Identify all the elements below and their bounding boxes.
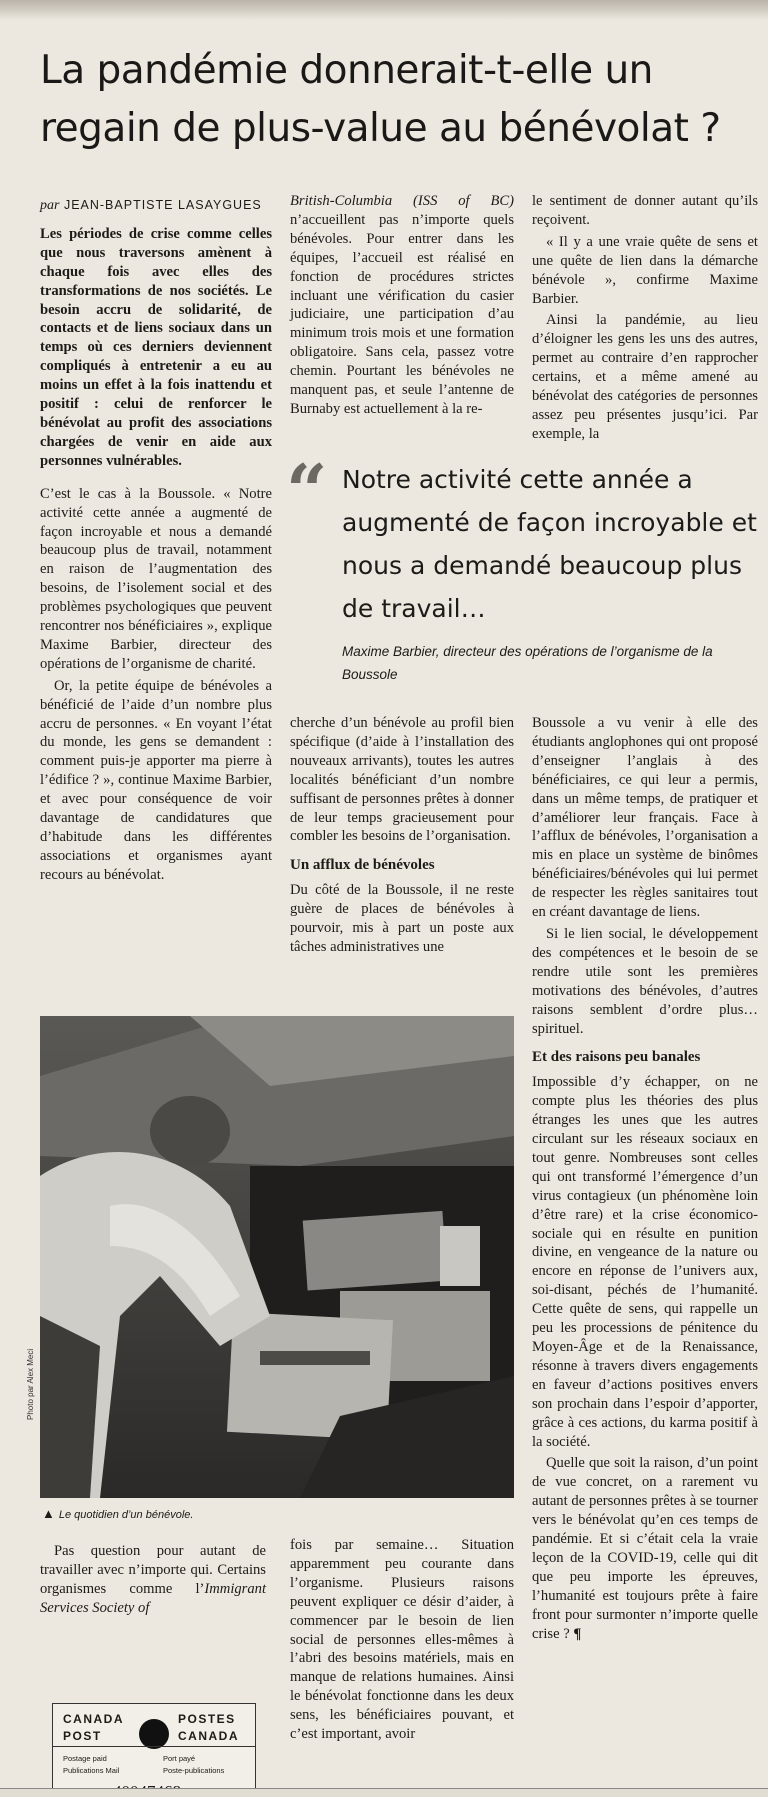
paragraph [40,1542,266,1618]
organisation-name: British-Columbia (ISS of BC) [290,193,514,209]
photo-illustration [40,1016,514,1498]
paragraph: Du côté de la Boussole, il ne reste guère de places de bénévoles à pourvoir, mis à part un poste aux tâches administratives une [290,882,514,955]
byline-prefix: par [40,198,60,213]
quote-attribution: Maxime Barbier, directeur des opérations de l’organisme de la Boussole [342,644,713,682]
triangle-icon: ▲ [42,1506,55,1521]
lede-paragraph: Les périodes de crise comme celles que nous traversons amènent à chaque fois avec elles des transformations de nos sociétés. Le besoin accru de solidarité, de contacts et de liens sociaux dans un temps où ces derniers deviennent compliqués à entretenir a eu au moins un effet à la fois inattendu et positif : celui de renforcer le bénévolat au profit des associations chargées de venir en aide aux personnes vulnérables. [40,225,272,469]
publications-mail-label: Publications Mail [63,1766,120,1775]
postage-canada-left: CANADA [63,1712,124,1726]
paragraph: le sentiment de donner autant qu’ils reçoivent. [532,193,758,228]
paragraph: Or, la petite équipe de bénévoles a bénéficié de l’aide d’un nombre plus accru de personnes. « En voyant l’état du monde, les gens se demandent : comment puis-je apporter ma pierre à l’édifice ? », continue Maxime Barbier, et avec pour conséquence de voir davantage de candidatures que d’habitude dans les différentes associations et organismes ayant recours au bénévolat. [40,677,272,883]
paragraph: C’est le cas à la Boussole. « Notre activité cette année a augmenté de façon incroyable et nous a demandé beaucoup plus de travail, notamment en raison de l’augmentation des besoins, de l’isolement social et des problèmes psychologiques que peuvent rencontrer nos bénéficiaires », explique Maxime Barbier, directeur des opérations de l’organisme de charité. [40,485,272,672]
subheading: Et des raisons peu banales [532,1049,701,1066]
postage-post: POST [63,1729,102,1743]
photo-caption [42,1506,193,1521]
paragraph: « Il y a une vraie quête de sens et une quête de lien dans la démarche bénévole », confirme Maxime Barbier. [532,233,758,307]
paragraph: Ainsi la pandémie, au lieu d’éloigner les gens les uns des autres, permet au contraire d’en rapprocher certains, et a même amené au bénévolat des catégories de personnes assez peu présentes jusqu’ici. Par exemple, la [532,312,758,442]
column-2-middle [290,714,514,960]
headline: La pandémie donnerait-t-elle un regain de plus-value au bénévolat ? [40,48,721,151]
column-3-top [532,192,758,447]
paragraph: cherche d’un bénévole au profil bien spécifique (d’aide à l’installation des nouveaux arrivants), toutes les autres localités bénéficiant d’un nombre suffisant de personnes prêtes à donner de leur temps gracieusement pour combler les besoins de l’organisation. [290,715,514,845]
page-bottom-edge [0,1788,768,1797]
paragraph-text: n’accueillent pas n’importe quels bénévoles. Pour entrer dans les équipes, l’accueil est réalisé en fonction de procédures strictes incluant une vérification du casier judiciaire, une participation d’au minimum trois mois et une formation obligatoire. Sans cela, passez votre chemin. Pourtant les bénévoles ne manquent pas, et seule l’antenne de Burnaby est actuellement à la re- [290,211,514,417]
organisation-name: Immigrant Services Society of [40,1580,266,1616]
column-3-bottom [532,714,758,1647]
poste-publications-label: Poste-publications [163,1766,225,1775]
postage-postes: POSTES [178,1712,236,1726]
end-mark-icon: ¶ [573,1625,582,1642]
pull-quote: Notre activité cette année a augmenté de façon incroyable et nous a demandé beaucoup plus de travail… [342,465,757,623]
photo-credit: Photo par Alex Meci [26,1348,35,1420]
paragraph-text: Quelle que soit la raison, d’un point de vue concret, on a rarement vu autant de personnes prêtes à se tourner vers le bénévolat qu’en ces temps de pandémie. Et si c’était cela la vraie leçon de la COVID-19, celle qui dit que peu importe les épreuves, l’humanité est toujours prête à faire front pour surmonter n’importe quelle crise ? [532,1455,758,1642]
paragraph: fois par semaine… Situation apparemment peu courante dans l’organisme. Plusieurs raisons peuvent expliquer ce désir d’aider, à commencer par le besoin de lien social de personnes elles-mêmes à l’abri des besoins matériels, mais en manque de relations humaines. Ainsi le bénévolat fonctionne dans les deux sens, les bénéficiaires pouvant, et c’est important, avoir [290,1537,514,1743]
page-top-edge [0,0,768,20]
paragraph [290,192,514,419]
divider [53,1746,255,1747]
postage-canada-right: CANADA [178,1729,239,1743]
paragraph-text: Pas question pour autant de travailler avec n’importe qui. Certains organismes comme l’ [40,1543,266,1597]
port-paye-label: Port payé [163,1754,196,1763]
paragraph: Boussole a vu venir à elle des étudiants anglophones qui ont proposé d’enseigner l’anglais à des bénéficiaires, ce qui leur a permis, dans un même temps, de pratiquer et d’améliorer leur français. Face à l’afflux de bénévoles, l’organisation a mis en place un système de binômes bénéficiaires/bénévoles qui lui permet de respecter les règles sanitaires tout en créant davantage de liens. [532,715,758,921]
column-1-bottom [40,1542,266,1621]
byline [40,196,272,216]
column-2-top [290,192,514,422]
postage-indicia [52,1703,256,1797]
postage-paid-label: Postage paid [63,1754,107,1763]
author-name: JEAN-BAPTISTE LASAYGUES [63,198,262,212]
caption-text: Le quotidien d’un bénévole. [58,1509,194,1521]
paragraph: Impossible d’y échapper, on ne compte plus les théories des plus étranges les unes que les autres circulant sur les réseaux sociaux en tout genre. Nombreuses sont celles qui ont transformé l’émergence d’un virus contagieux (un phénomène loin d’être rare) et la crise économico-sociale qui en résulte en punition divine, en vengeance de la nature ou encore en réponse de l’univers aux, soi-disant, péchés de l’humanité. Cette quête de sens, qui rappelle un peu les processions de pénitence du Moyen-Âge et de la Renaissance, résonne à travers divers engagements en faveur d’actions positives envers son prochain dans l’espoir d’apporter, grâce à ces actions, du karma positif à la société. [532,1074,758,1450]
column-1-top [40,196,272,888]
canada-post-logo-icon [139,1719,169,1749]
volunteer-photo [40,1016,514,1498]
quote-mark-icon: “ [286,448,328,533]
column-2-bottom [290,1536,514,1747]
paragraph: Si le lien social, le développement des compétences et le besoin de se rendre utile sont les premières motivations des bénévoles, d’autres raisons semblent d’ordre plus… spirituel. [532,925,758,1037]
subheading: Un afflux de bénévoles [290,857,435,874]
paragraph [532,1454,758,1643]
